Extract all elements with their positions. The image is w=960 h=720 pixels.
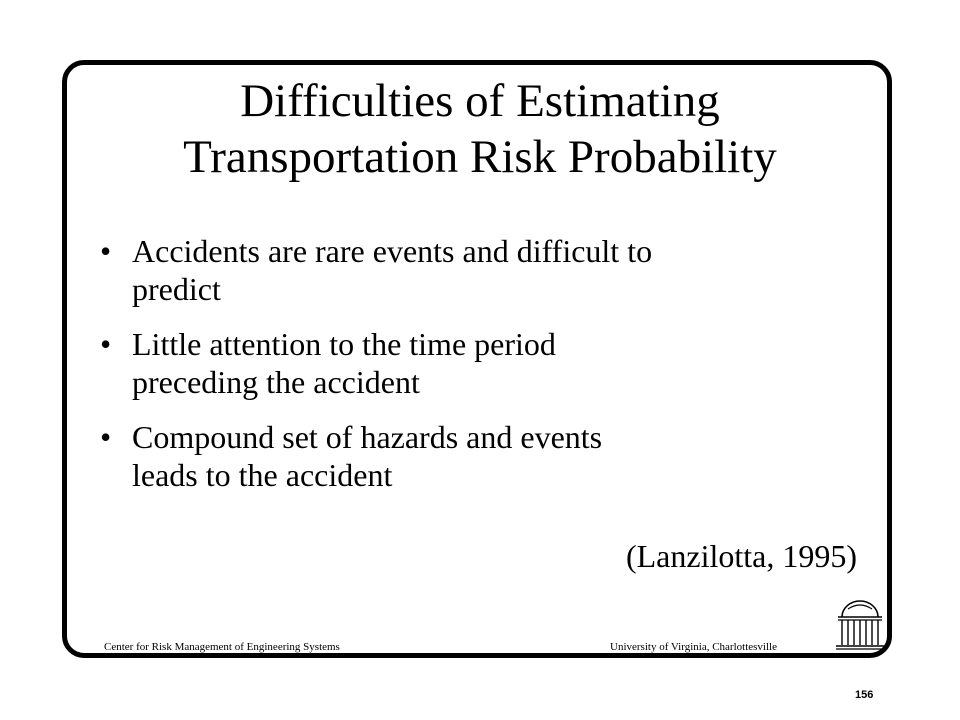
bullet-text-line: Compound set of hazards and events	[132, 419, 603, 455]
slide-title	[0, 73, 960, 185]
bullet-text-line: leads to the accident	[132, 457, 393, 493]
bullet-list	[100, 232, 860, 511]
bullet-marker: •	[100, 233, 112, 269]
rotunda-logo-icon	[834, 597, 886, 651]
footer-organization: Center for Risk Management of Engineering Systems	[104, 641, 340, 653]
bullet-text-line: preceding the accident	[132, 364, 420, 400]
slide-title-line-2: Transportation Risk Probability	[183, 131, 777, 183]
footer-university: University of Virginia, Charlottesville	[610, 641, 777, 653]
citation: (Lanzilotta, 1995)	[625, 538, 857, 574]
bullet-item	[100, 418, 860, 494]
bullet-text-line: predict	[132, 271, 221, 307]
bullet-item	[100, 232, 860, 308]
slide-title-line-1: Difficulties of Estimating	[240, 75, 720, 127]
bullet-item	[100, 325, 860, 401]
page-number: 156	[855, 689, 874, 701]
bullet-marker: •	[100, 419, 112, 455]
bullet-marker: •	[100, 326, 112, 362]
bullet-text-line: Accidents are rare events and difficult to	[132, 233, 653, 269]
bullet-text-line: Little attention to the time period	[132, 326, 556, 362]
